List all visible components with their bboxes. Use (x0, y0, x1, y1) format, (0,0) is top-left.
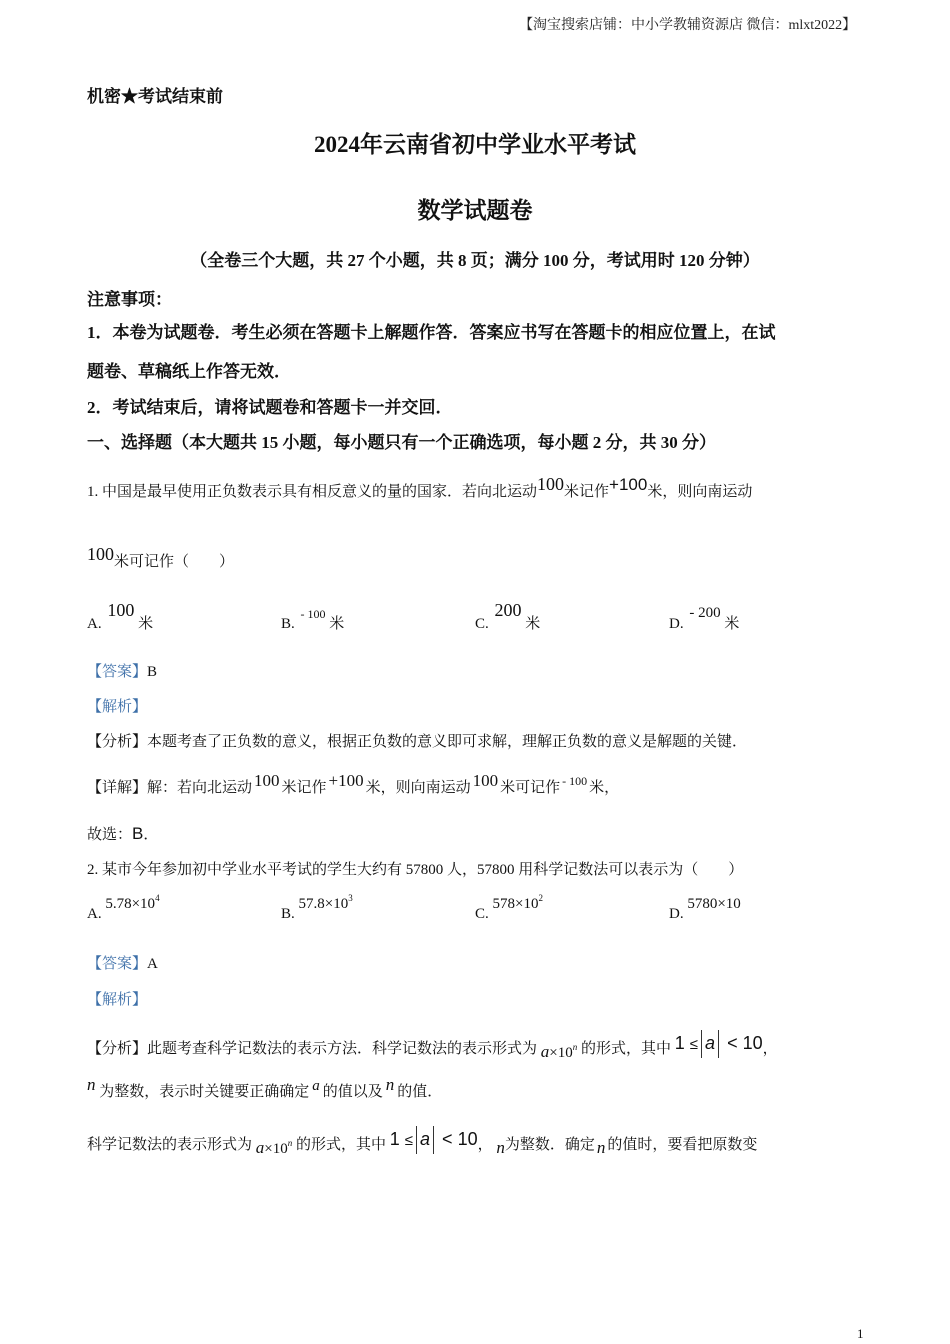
exam-title: 2024年云南省初中学业水平考试 (314, 132, 636, 157)
q2-form-n: n (572, 1041, 578, 1052)
shop-header-note: 【淘宝搜索店铺：中小学教辅资源店 微信：mlxt2022】 (519, 18, 857, 33)
q2-form-x10: ×10 (549, 1044, 573, 1061)
q2-line2-text-c: 的值． (397, 1084, 443, 1100)
q2-fenxi-line-2 (87, 1075, 443, 1101)
q2-answer-value: A (147, 956, 158, 972)
q1-detail-math-4: - 100 (562, 774, 588, 788)
q1-text-b: 米记作 (564, 484, 610, 500)
q1-option-c-label: C. (475, 616, 489, 632)
q2-line3-form-n: n (287, 1137, 293, 1148)
q2-answer-line (87, 952, 158, 973)
q2-option-c-exp: 2 (538, 893, 543, 903)
q2-ineq-le: ≤ (689, 1035, 699, 1053)
q2-line3-ineq-lt: < (442, 1128, 453, 1149)
q2-option-a-exp: 4 (155, 893, 160, 903)
q1-option-a-unit: 米 (138, 616, 154, 632)
notice-item-2: 2．考试结束后，请将试题卷和答题卡一并交回． (87, 398, 453, 417)
q1-choose-suffix: ． (143, 827, 159, 843)
q2-fenxi-text-b: 的形式，其中 (581, 1040, 672, 1057)
q1-detail-text-e: 米， (589, 780, 620, 796)
q1-answer-line (87, 660, 157, 681)
q1-option-c-unit: 米 (525, 616, 541, 632)
q1-analysis-tag: 【解析】 (87, 699, 148, 715)
q1-choose-prefix: 故选： (87, 827, 133, 843)
q2-option-b-label: B. (281, 906, 295, 922)
q2-fenxi-line-1 (87, 1034, 778, 1062)
q2-option-c-base: 578×10 (492, 896, 539, 912)
exam-subtitle: 数学试题卷 (417, 198, 533, 223)
page-number: 1 (857, 1326, 864, 1341)
q1-option-d[interactable] (669, 605, 740, 633)
q1-text-c: 米，则向南运动 (647, 484, 753, 500)
q2-option-a-base: 5.78×10 (105, 896, 156, 912)
q1-option-a[interactable] (87, 600, 154, 633)
q1-option-d-math: - 200 (689, 605, 721, 621)
q2-line3-text-a: 科学记数法的表示形式为 (87, 1136, 253, 1153)
q1-fenxi-text: 本题考查了正负数的意义，根据正负数的意义即可求解，理解正负数的意义是解题的关键． (147, 734, 748, 750)
q2-line3-ineq-a: a (420, 1128, 431, 1149)
q2-option-d-base: 5780×10 (687, 896, 741, 912)
q2-analysis-tag: 【解析】 (87, 992, 148, 1008)
q2-option-d[interactable] (669, 896, 741, 923)
q2-ineq-lt: < (727, 1032, 738, 1053)
q1-answer-tag: 【答案】 (87, 664, 148, 680)
q1-detail-line (87, 771, 620, 797)
q2-line3-n-var-2: n (596, 1137, 606, 1157)
q1-option-b-math: - 100 (300, 607, 326, 621)
q2-comma: ， (762, 1040, 778, 1057)
q1-text-a: 1. 中国是最早使用正负数表示具有相反意义的量的国家．若向北运动 (87, 484, 538, 500)
q2-ineq-a: a (705, 1032, 716, 1053)
q1-option-a-label: A. (87, 616, 102, 632)
q2-line3-ineq-le: ≤ (404, 1131, 414, 1149)
q1-option-c[interactable] (475, 600, 541, 633)
q2-ineq-10: 10 (742, 1032, 763, 1053)
q1-option-a-math: 100 (107, 600, 135, 620)
q2-line2-a-var: a (312, 1078, 320, 1094)
exam-info: （全卷三个大题，共 27 个小题，共 8 页；满分 100 分，考试用时 120 分钟） (190, 251, 760, 270)
q1-detail-math-3: 100 (472, 771, 499, 790)
q1-detail-math-1: 100 (254, 771, 280, 790)
q2-option-d-label: D. (669, 906, 684, 922)
q2-stem: 2. 某市今年参加初中学业水平考试的学生大约有 57800 人，57800 用科学记数法可以表示为（ ） (87, 862, 744, 878)
q1-line2-math: 100 (87, 544, 114, 564)
q1-fenxi-tag: 【分析】 (87, 734, 148, 750)
q2-fenxi-tag: 【分析】 (87, 1040, 148, 1057)
q1-detail-tag: 【详解】 (87, 780, 148, 796)
q2-option-c-label: C. (475, 906, 489, 922)
q1-option-b[interactable] (281, 607, 345, 633)
q2-line2-text-b: 的值以及 (322, 1084, 383, 1100)
q2-line3-n-var-1: n (496, 1137, 505, 1157)
q2-option-b-base: 57.8×10 (298, 896, 349, 912)
q1-math-plus100: +100 (609, 475, 648, 494)
q2-form-a: a (540, 1041, 550, 1061)
confidential-label: 机密★考试结束前 (87, 87, 223, 106)
q2-line2-text-a: 为整数，表示时关键要正确确定 (99, 1084, 310, 1100)
q2-line3-ineq-1: 1 (389, 1128, 400, 1149)
q2-line3-form-a: a (255, 1137, 265, 1157)
q2-line2-n-var: n (385, 1075, 395, 1094)
q2-line3-comma: ， (477, 1136, 493, 1153)
q2-line2-n: n (87, 1075, 96, 1094)
q1-math-100: 100 (537, 474, 565, 494)
q1-detail-text-d: 米可记作 (500, 780, 561, 796)
q1-detail-text-b: 米记作 (281, 780, 327, 796)
q1-detail-math-2: +100 (328, 771, 364, 790)
q1-option-c-math: 200 (494, 600, 522, 620)
q1-line2-text: 米可记作（ ） (114, 554, 235, 570)
q2-line3-text-d: 的值时，要看把原数变 (607, 1136, 758, 1153)
q1-detail-text-c: 米，则向南运动 (365, 780, 471, 796)
q1-detail-text-a: 解：若向北运动 (147, 780, 253, 796)
q2-ineq-1: 1 (674, 1032, 685, 1053)
q1-option-b-label: B. (281, 616, 295, 632)
q2-option-b-exp: 3 (348, 893, 353, 903)
q1-option-d-unit: 米 (724, 616, 740, 632)
q1-choose-letter: B (132, 824, 144, 843)
q2-line3-text-c: 为整数．确定 (504, 1136, 595, 1153)
q2-line3-form-x10: ×10 (264, 1140, 288, 1157)
q2-line3-ineq-10: 10 (457, 1128, 478, 1149)
q2-fenxi-text-a: 此题考查科学记数法的表示方法．科学记数法的表示形式为 (147, 1040, 538, 1057)
notice-item-1-line-1: 1．本卷为试题卷．考生必须在答题卡上解题作答．答案应书写在答题卡的相应位置上，在试 (87, 323, 776, 342)
q2-fenxi-line-3 (87, 1130, 757, 1158)
q1-stem-line-2 (87, 544, 235, 571)
section-1-heading: 一、选择题（本大题共 15 小题，每小题只有一个正确选项，每小题 2 分，共 30 分） (87, 433, 716, 452)
q2-option-a-label: A. (87, 906, 102, 922)
q1-option-b-unit: 米 (329, 616, 345, 632)
q1-stem-line-1 (87, 474, 753, 501)
q1-answer-value: B (147, 664, 158, 680)
q1-fenxi-line (87, 730, 747, 751)
notice-item-1-line-2: 题卷、草稿纸上作答无效． (87, 362, 291, 381)
q1-choose-line (87, 823, 158, 844)
q2-answer-tag: 【答案】 (87, 956, 148, 972)
q1-option-d-label: D. (669, 616, 684, 632)
q2-line3-text-b: 的形式，其中 (295, 1136, 386, 1153)
notice-heading: 注意事项： (87, 290, 172, 309)
